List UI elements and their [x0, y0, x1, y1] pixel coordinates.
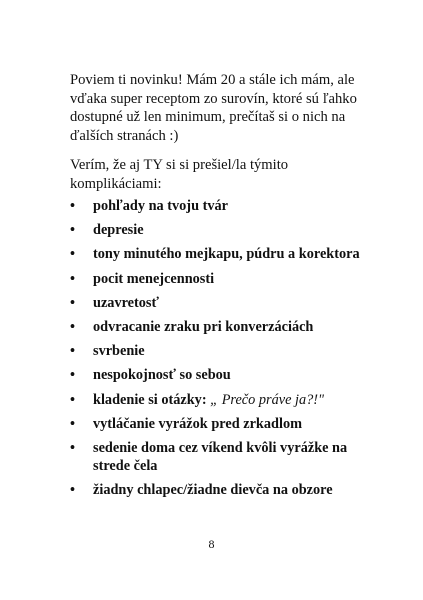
list-item	[70, 391, 370, 409]
list-item-quote: „ Prečo práve ja?!"	[210, 391, 325, 408]
list-item-text: uzavretosť	[93, 294, 159, 311]
list-item-text: vytláčanie vyrážok pred zrkadlom	[93, 415, 303, 432]
page-number: 8	[208, 537, 215, 551]
list-item-text: kladenie si otázky:	[93, 391, 211, 408]
complications-list	[70, 197, 370, 505]
complications-intro-paragraph: Verím, že aj TY si si prešiel/la týmito komplikáciami:	[70, 157, 289, 192]
bullet-icon: •	[70, 294, 76, 311]
bullet-icon: •	[70, 343, 76, 360]
bullet-icon: •	[70, 222, 76, 239]
list-item	[70, 221, 370, 239]
list-item-text: tony minutého mejkapu, púdru a korektora	[93, 246, 360, 263]
list-item	[70, 481, 370, 499]
bullet-icon: •	[70, 439, 76, 456]
list-item	[70, 366, 370, 384]
list-item-text: pocit menejcennosti	[93, 270, 215, 287]
list-item-text: nespokojnosť so sebou	[93, 367, 231, 384]
bullet-icon: •	[70, 198, 76, 214]
list-item	[70, 245, 370, 263]
bullet-icon: •	[70, 367, 76, 384]
list-item-text: žiadny chlapec/žiadne dievča na obzore	[93, 482, 333, 499]
list-item	[70, 294, 370, 312]
intro-paragraph: Poviem ti novinku! Mám 20 a stále ich mám, ale vďaka super receptom zo surovín, ktoré sú ľahko dostupné už len minimum, prečítaš si o nich na ďalších stranách :)	[70, 72, 357, 144]
list-item	[70, 318, 370, 336]
bullet-icon: •	[70, 415, 76, 432]
bullet-icon: •	[70, 270, 76, 287]
bullet-icon: •	[70, 318, 76, 335]
list-item	[70, 197, 370, 215]
list-item-text: odvracanie zraku pri konverzáciách	[93, 318, 314, 335]
list-item-text: sedenie doma cez víkend kvôli vyrážke na strede čela	[93, 439, 348, 474]
list-item	[70, 439, 370, 475]
list-item	[70, 270, 370, 288]
list-item	[70, 415, 370, 433]
bullet-icon: •	[70, 482, 76, 499]
list-item-text: depresie	[93, 222, 144, 239]
bullet-icon: •	[70, 246, 76, 263]
list-item-text: svrbenie	[93, 343, 145, 360]
list-item-text: pohľady na tvoju tvár	[93, 198, 228, 214]
list-item	[70, 342, 370, 360]
bullet-icon: •	[70, 391, 76, 408]
